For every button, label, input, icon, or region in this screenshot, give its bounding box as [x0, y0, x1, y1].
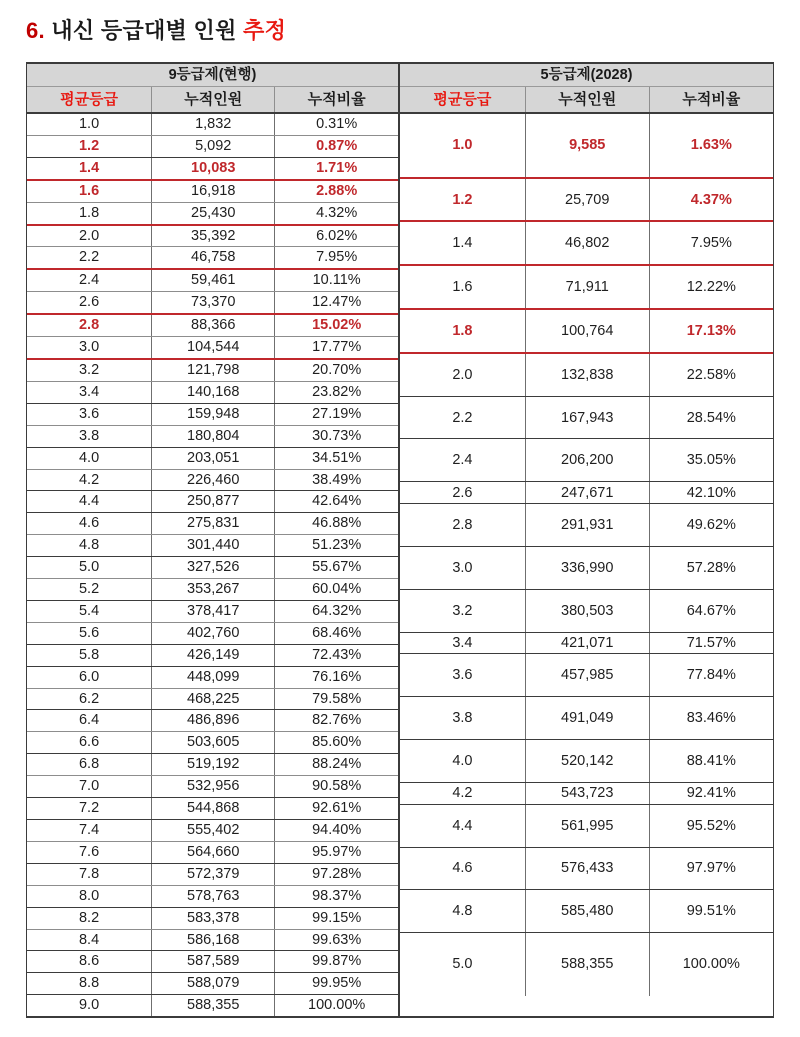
left-cell-ratio: 94.40%: [275, 820, 398, 842]
left-cell-grade: 5.8: [27, 644, 152, 666]
left-table: [27, 64, 398, 1016]
left-cell-grade: 8.8: [27, 973, 152, 995]
right-cell-count: 206,200: [525, 439, 649, 482]
left-cell-ratio: 99.63%: [275, 929, 398, 951]
left-group-header-row: [27, 64, 398, 87]
table-row: [27, 579, 398, 601]
table-row: [27, 754, 398, 776]
right-cell-ratio: 22.58%: [649, 353, 773, 396]
right-cell-ratio: 28.54%: [649, 396, 773, 439]
right-cell-count: 543,723: [525, 782, 649, 804]
right-cell-grade: 4.2: [400, 782, 525, 804]
table-row: [27, 995, 398, 1016]
right-cell-count: 421,071: [525, 632, 649, 654]
left-cell-grade: 3.4: [27, 381, 152, 403]
left-cell-count: 468,225: [152, 688, 275, 710]
left-cell-count: 544,868: [152, 798, 275, 820]
table-row: [400, 654, 773, 697]
table-row: [27, 600, 398, 622]
right-cell-grade: 3.0: [400, 546, 525, 589]
page-title-main: 내신 등급대별 인원: [51, 18, 237, 43]
right-cell-count: 247,671: [525, 482, 649, 504]
right-cell-grade: 5.0: [400, 933, 525, 996]
left-cell-grade: 7.6: [27, 841, 152, 863]
right-cell-ratio: 17.13%: [649, 309, 773, 353]
table-row: [400, 804, 773, 847]
table-row: [400, 265, 773, 309]
left-cell-ratio: 82.76%: [275, 710, 398, 732]
right-cell-grade: 4.4: [400, 804, 525, 847]
left-cell-grade: 1.2: [27, 135, 152, 157]
left-cell-grade: 4.2: [27, 469, 152, 491]
left-cell-grade: 8.4: [27, 929, 152, 951]
left-cell-count: 121,798: [152, 359, 275, 381]
left-cell-grade: 6.2: [27, 688, 152, 710]
left-cell-count: 588,079: [152, 973, 275, 995]
left-cell-ratio: 100.00%: [308, 997, 366, 1014]
right-cell-count: 9,585: [525, 113, 649, 178]
right-cell-grade: 3.4: [400, 632, 525, 654]
left-cell-grade: 1.8: [27, 202, 152, 224]
right-cell-count: 71,911: [525, 265, 649, 309]
right-cell-ratio: 12.22%: [649, 265, 773, 309]
left-cell-ratio: 97.28%: [275, 863, 398, 885]
right-cell-count: 291,931: [525, 504, 649, 547]
table-row: [27, 798, 398, 820]
right-cell-grade: 4.6: [400, 847, 525, 890]
table-row: [400, 890, 773, 933]
left-cell-ratio: 42.64%: [275, 491, 398, 513]
left-cell-count: 16,918: [152, 180, 275, 202]
table-row: [27, 841, 398, 863]
left-cell-grade: 4.0: [27, 447, 152, 469]
right-cell-grade: 2.4: [400, 439, 525, 482]
table-row: [27, 820, 398, 842]
left-cell-count: 583,378: [152, 907, 275, 929]
left-cell-count: 5,092: [152, 135, 275, 157]
table-row: [27, 929, 398, 951]
left-col-header-count: 누적인원: [152, 87, 275, 114]
right-cell-grade: 3.8: [400, 697, 525, 740]
right-cell-grade: 1.2: [400, 178, 525, 222]
left-cell-ratio: 7.95%: [275, 247, 398, 269]
left-cell-ratio: 68.46%: [275, 622, 398, 644]
table-row: [27, 732, 398, 754]
left-cell-count: 503,605: [152, 732, 275, 754]
table-row: [27, 447, 398, 469]
left-cell-ratio: 79.58%: [275, 688, 398, 710]
left-cell-ratio: 4.32%: [275, 202, 398, 224]
left-cell-grade: 5.0: [27, 557, 152, 579]
right-cell-ratio: 100.00%: [682, 956, 740, 973]
left-cell-ratio: 72.43%: [275, 644, 398, 666]
left-cell-count: 586,168: [152, 929, 275, 951]
right-col-header-count: 누적인원: [525, 87, 649, 114]
table-row: [400, 847, 773, 890]
left-cell-count: 555,402: [152, 820, 275, 842]
left-cell-ratio: 99.15%: [275, 907, 398, 929]
right-cell-count: 585,480: [525, 890, 649, 933]
left-cell-ratio: 95.97%: [275, 841, 398, 863]
right-cell-grade: 3.6: [400, 654, 525, 697]
table-row: [400, 221, 773, 265]
right-cell-ratio: 57.28%: [649, 546, 773, 589]
left-cell-grade: 2.8: [27, 314, 152, 336]
right-column-header-row: [400, 87, 773, 114]
right-cell-ratio: 92.41%: [649, 782, 773, 804]
table-row: [27, 688, 398, 710]
grade-comparison-table: [26, 62, 774, 1018]
right-cell-ratio: 83.46%: [649, 697, 773, 740]
left-cell-count: 25,430: [152, 202, 275, 224]
table-row: [27, 557, 398, 579]
left-cell-ratio: 30.73%: [275, 425, 398, 447]
left-cell-grade: 5.2: [27, 579, 152, 601]
left-cell-grade: 3.2: [27, 359, 152, 381]
table-row: [400, 504, 773, 547]
right-cell-count: 380,503: [525, 589, 649, 632]
page-title: [26, 14, 286, 45]
left-cell-count: 587,589: [152, 951, 275, 973]
table-row: [27, 359, 398, 381]
left-cell-grade: 4.4: [27, 491, 152, 513]
right-cell-count: 167,943: [525, 396, 649, 439]
left-cell-ratio: 99.87%: [275, 951, 398, 973]
table-row: [400, 740, 773, 783]
left-table-body: [27, 113, 398, 1016]
right-cell-grade: 2.6: [400, 482, 525, 504]
table-row: [27, 622, 398, 644]
left-cell-ratio: 92.61%: [275, 798, 398, 820]
left-cell-count: 180,804: [152, 425, 275, 447]
right-cell-ratio: 97.97%: [649, 847, 773, 890]
left-cell-grade: 1.6: [27, 180, 152, 202]
right-cell-grade: 1.0: [400, 113, 525, 178]
left-cell-count: 46,758: [152, 247, 275, 269]
right-cell-count: 100,764: [525, 309, 649, 353]
left-cell-count: 532,956: [152, 776, 275, 798]
table-right-5grade: [400, 64, 773, 1016]
left-cell-count: 104,544: [152, 337, 275, 359]
left-cell-grade: 7.2: [27, 798, 152, 820]
left-cell-grade: 4.6: [27, 513, 152, 535]
left-cell-grade: 9.0: [27, 995, 152, 1016]
left-cell-ratio: 85.60%: [275, 732, 398, 754]
left-cell-grade: 3.0: [27, 337, 152, 359]
left-cell-ratio: 2.88%: [275, 180, 398, 202]
left-cell-grade: 1.4: [27, 157, 152, 179]
table-row: [27, 225, 398, 247]
right-cell-count: 576,433: [525, 847, 649, 890]
left-cell-ratio: 34.51%: [275, 447, 398, 469]
right-cell-grade: 3.2: [400, 589, 525, 632]
right-col-header-ratio: 누적비율: [649, 87, 773, 114]
left-cell-ratio: 6.02%: [275, 225, 398, 247]
left-cell-grade: 8.6: [27, 951, 152, 973]
table-row: [27, 425, 398, 447]
right-cell-count: 561,995: [525, 804, 649, 847]
left-cell-count: 59,461: [152, 269, 275, 291]
left-cell-count: 572,379: [152, 863, 275, 885]
right-cell-ratio: 7.95%: [649, 221, 773, 265]
left-cell-ratio: 88.24%: [275, 754, 398, 776]
left-cell-grade: 6.4: [27, 710, 152, 732]
left-cell-count: 73,370: [152, 292, 275, 314]
table-row: [400, 482, 773, 504]
left-cell-ratio: 64.32%: [275, 600, 398, 622]
left-cell-grade: 8.2: [27, 907, 152, 929]
left-cell-ratio: 27.19%: [275, 403, 398, 425]
left-cell-count: 519,192: [152, 754, 275, 776]
left-cell-count: 35,392: [152, 225, 275, 247]
right-cell-count: 491,049: [525, 697, 649, 740]
right-cell-count: 46,802: [525, 221, 649, 265]
left-cell-count: 327,526: [152, 557, 275, 579]
left-cell-grade: 3.8: [27, 425, 152, 447]
left-cell-grade: 7.4: [27, 820, 152, 842]
right-cell-grade: 2.2: [400, 396, 525, 439]
left-cell-grade: 6.6: [27, 732, 152, 754]
table-row: [27, 951, 398, 973]
left-cell-grade: 2.2: [27, 247, 152, 269]
right-cell-grade: 1.8: [400, 309, 525, 353]
table-row: [27, 513, 398, 535]
left-cell-ratio: 38.49%: [275, 469, 398, 491]
table-row: [400, 546, 773, 589]
left-cell-count: 353,267: [152, 579, 275, 601]
right-cell-grade: 4.0: [400, 740, 525, 783]
table-row: [27, 180, 398, 202]
right-cell-ratio: 99.51%: [649, 890, 773, 933]
left-cell-count: 578,763: [152, 885, 275, 907]
table-row: [27, 469, 398, 491]
table-row: [27, 202, 398, 224]
left-cell-grade: 7.8: [27, 863, 152, 885]
table-row: [400, 697, 773, 740]
left-cell-grade: 6.8: [27, 754, 152, 776]
right-cell-ratio: 35.05%: [649, 439, 773, 482]
table-row: [400, 396, 773, 439]
right-cell-count: 336,990: [525, 546, 649, 589]
table-row: [400, 933, 773, 996]
table-row: [27, 157, 398, 179]
left-cell-grade: 8.0: [27, 885, 152, 907]
table-row: [27, 113, 398, 135]
left-cell-ratio: 0.87%: [275, 135, 398, 157]
left-cell-count: 140,168: [152, 381, 275, 403]
right-cell-grade: 4.8: [400, 890, 525, 933]
left-cell-count: 226,460: [152, 469, 275, 491]
left-cell-ratio: 1.71%: [275, 157, 398, 179]
left-cell-ratio: 76.16%: [275, 666, 398, 688]
left-cell-grade: 2.4: [27, 269, 152, 291]
right-cell-ratio: 42.10%: [649, 482, 773, 504]
table-row: [400, 439, 773, 482]
left-cell-ratio: 90.58%: [275, 776, 398, 798]
table-row: [27, 863, 398, 885]
right-cell-ratio: 1.63%: [649, 113, 773, 178]
table-row: [27, 973, 398, 995]
table-row: [400, 632, 773, 654]
table-row: [400, 353, 773, 396]
table-row: [27, 491, 398, 513]
right-cell-grade: 1.4: [400, 221, 525, 265]
table-row: [27, 644, 398, 666]
right-table-body: [400, 113, 773, 996]
table-row: [27, 381, 398, 403]
left-cell-ratio: 23.82%: [275, 381, 398, 403]
left-cell-grade: 2.6: [27, 292, 152, 314]
table-row: [27, 666, 398, 688]
left-col-header-ratio: 누적비율: [275, 87, 398, 114]
table-row: [27, 776, 398, 798]
left-cell-ratio: 15.02%: [275, 314, 398, 336]
right-cell-ratio: 49.62%: [649, 504, 773, 547]
left-cell-ratio: 51.23%: [275, 535, 398, 557]
page-title-accent: 추정: [243, 18, 287, 43]
left-cell-grade: 4.8: [27, 535, 152, 557]
right-group-header-row: [400, 64, 773, 87]
right-cell-ratio: 64.67%: [649, 589, 773, 632]
left-cell-count: 588,355: [152, 995, 275, 1016]
left-cell-ratio: 99.95%: [275, 973, 398, 995]
table-row: [400, 309, 773, 353]
left-cell-count: 301,440: [152, 535, 275, 557]
left-cell-ratio: 17.77%: [275, 337, 398, 359]
right-cell-count: 25,709: [525, 178, 649, 222]
page-title-number: 6.: [26, 18, 45, 43]
right-cell-ratio: 4.37%: [649, 178, 773, 222]
right-cell-ratio: 95.52%: [649, 804, 773, 847]
left-cell-grade: 6.0: [27, 666, 152, 688]
table-row: [27, 292, 398, 314]
table-row: [27, 247, 398, 269]
left-cell-count: 378,417: [152, 600, 275, 622]
right-col-header-grade: 평균등급: [400, 87, 525, 114]
left-cell-count: 250,877: [152, 491, 275, 513]
right-cell-count: 520,142: [525, 740, 649, 783]
left-cell-count: 203,051: [152, 447, 275, 469]
right-cell-count: 132,838: [525, 353, 649, 396]
left-cell-grade: 1.0: [27, 113, 152, 135]
left-cell-grade: 7.0: [27, 776, 152, 798]
left-cell-count: 88,366: [152, 314, 275, 336]
table-row: [27, 314, 398, 336]
right-cell-count: 457,985: [525, 654, 649, 697]
left-cell-count: 426,149: [152, 644, 275, 666]
table-row: [27, 403, 398, 425]
left-column-header-row: [27, 87, 398, 114]
left-cell-count: 448,099: [152, 666, 275, 688]
left-cell-count: 275,831: [152, 513, 275, 535]
table-row: [27, 535, 398, 557]
right-cell-grade: 1.6: [400, 265, 525, 309]
left-cell-ratio: 98.37%: [275, 885, 398, 907]
table-row: [27, 269, 398, 291]
left-group-header: 9등급제(현행): [27, 64, 398, 87]
table-row: [27, 710, 398, 732]
left-cell-grade: 2.0: [27, 225, 152, 247]
left-cell-ratio: 20.70%: [275, 359, 398, 381]
left-cell-count: 564,660: [152, 841, 275, 863]
left-cell-grade: 5.4: [27, 600, 152, 622]
table-left-9grade: [27, 64, 400, 1016]
right-cell-ratio: 77.84%: [649, 654, 773, 697]
left-cell-ratio: 60.04%: [275, 579, 398, 601]
right-cell-grade: 2.8: [400, 504, 525, 547]
left-cell-grade: 5.6: [27, 622, 152, 644]
right-cell-grade: 2.0: [400, 353, 525, 396]
left-cell-count: 10,083: [152, 157, 275, 179]
table-row: [27, 337, 398, 359]
left-cell-ratio: 0.31%: [275, 113, 398, 135]
left-col-header-grade: 평균등급: [27, 87, 152, 114]
right-table: [400, 64, 773, 996]
right-cell-ratio: 71.57%: [649, 632, 773, 654]
right-cell-ratio: 88.41%: [649, 740, 773, 783]
table-row: [27, 135, 398, 157]
left-cell-ratio: 46.88%: [275, 513, 398, 535]
left-cell-grade: 3.6: [27, 403, 152, 425]
right-group-header: 5등급제(2028): [400, 64, 773, 87]
left-cell-count: 402,760: [152, 622, 275, 644]
table-row: [400, 178, 773, 222]
table-row: [400, 113, 773, 178]
table-row: [400, 782, 773, 804]
left-cell-ratio: 10.11%: [275, 269, 398, 291]
right-cell-count: 588,355: [525, 933, 649, 996]
left-cell-ratio: 55.67%: [275, 557, 398, 579]
left-cell-count: 159,948: [152, 403, 275, 425]
left-cell-ratio: 12.47%: [275, 292, 398, 314]
table-row: [27, 907, 398, 929]
left-cell-count: 486,896: [152, 710, 275, 732]
table-row: [400, 589, 773, 632]
left-cell-count: 1,832: [152, 113, 275, 135]
table-row: [27, 885, 398, 907]
